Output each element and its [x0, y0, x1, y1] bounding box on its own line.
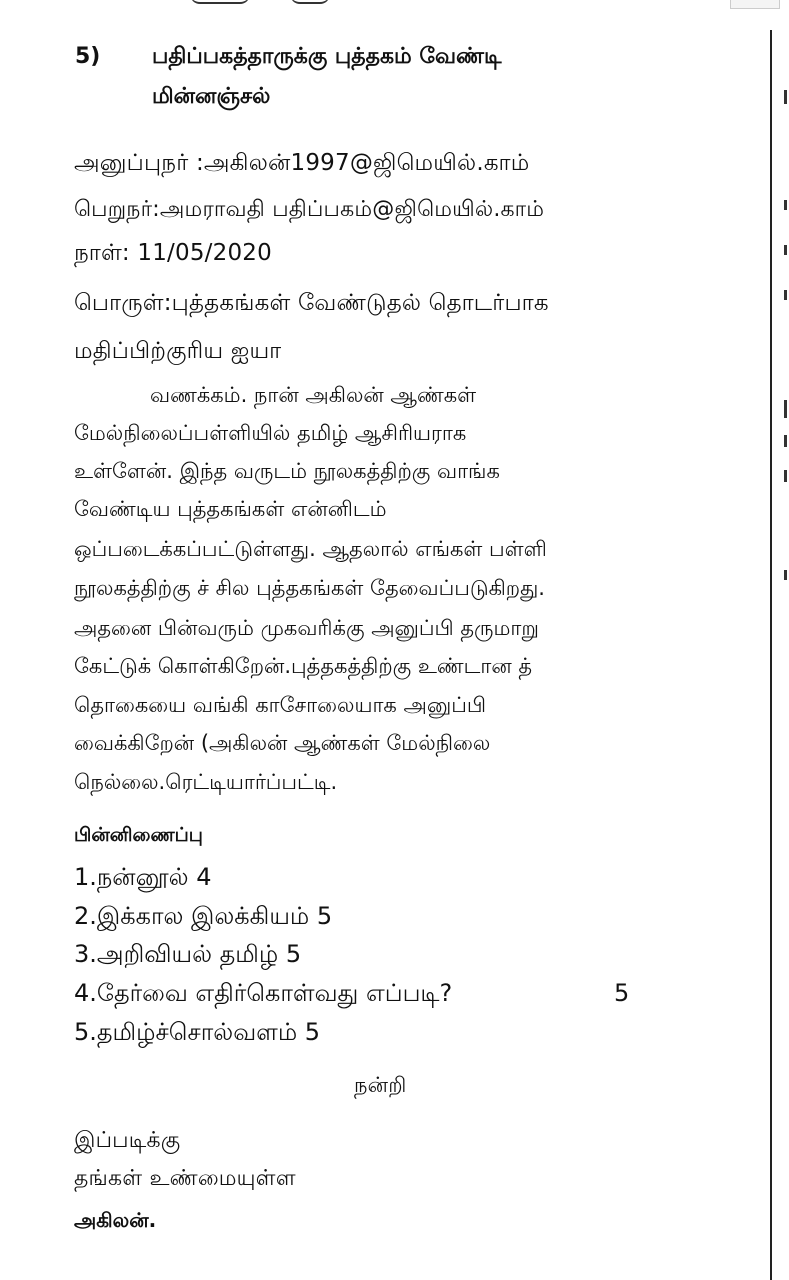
section-title-line-1: பதிப்பகத்தாருக்கு புத்தகம் வேண்டி: [152, 44, 502, 69]
closing-line-1: இப்படிக்கு: [74, 1128, 181, 1153]
edge-mark: [784, 435, 787, 447]
date-line: நாள்: 11/05/2020: [74, 240, 272, 266]
salutation-line: மதிப்பிற்குரிய ஐயா: [74, 338, 282, 364]
signature-name: அகிலன்.: [74, 1208, 157, 1232]
attachment-item: 3.அறிவியல் தமிழ் 5: [74, 940, 302, 968]
thanks-text: நன்றி: [354, 1073, 407, 1097]
right-margin-line: [770, 30, 772, 1280]
section-title-line-2: மின்னஞ்சல்: [152, 84, 271, 109]
top-right-corner-mark: [730, 0, 780, 9]
attachment-heading: பின்னிணைப்பு: [74, 824, 203, 846]
body-line: வணக்கம். நான் அகிலன் ஆண்கள்: [150, 383, 477, 407]
sender-line: அனுப்புநர் :அகிலன்1997@ஜிமெயில்.காம்: [74, 150, 530, 176]
subject-line: பொருள்:புத்தகங்கள் வேண்டுதல் தொடர்பாக: [74, 290, 549, 316]
attachment-item: 1.நன்னூல் 4: [74, 863, 212, 891]
previous-page-fragment: [290, 0, 330, 4]
body-line: நூலகத்திற்கு ச் சில புத்தகங்கள் தேவைப்படுகிறது.: [74, 576, 545, 600]
edge-mark: [784, 570, 787, 580]
receiver-line: பெறுநர்:அமராவதி பதிப்பகம்@ஜிமெயில்.காம்: [74, 197, 545, 222]
edge-mark: [784, 90, 787, 104]
body-line: வைக்கிறேன் (அகிலன் ஆண்கள் மேல்நிலை: [74, 731, 491, 755]
previous-page-fragment: [190, 0, 250, 4]
body-line: அதனை பின்வரும் முகவரிக்கு அனுப்பி தருமாறு: [74, 616, 539, 640]
closing-line-2: தங்கள் உண்மையுள்ள: [74, 1166, 296, 1191]
body-line: வேண்டிய புத்தகங்கள் என்னிடம்: [74, 497, 387, 521]
body-line: தொகையை வங்கி காசோலையாக அனுப்பி: [74, 693, 487, 717]
edge-mark: [784, 400, 787, 418]
body-line: ஒப்படைக்கப்பட்டுள்ளது. ஆதலால் எங்கள் பள்ளி: [74, 537, 547, 561]
edge-mark: [784, 200, 787, 210]
body-line: மேல்நிலைப்பள்ளியில் தமிழ் ஆசிரியராக: [74, 421, 467, 445]
attachment-item: 4.தேர்வை எதிர்கொள்வது எப்படி?: [74, 979, 453, 1007]
attachment-item: 2.இக்கால இலக்கியம் 5: [74, 902, 333, 930]
attachment-item: 5.தமிழ்ச்சொல்வளம் 5: [74, 1018, 321, 1046]
attachment-item-quantity: 5: [614, 979, 630, 1007]
body-line: நெல்லை.ரெட்டியார்ப்பட்டி.: [74, 770, 338, 794]
edge-mark: [784, 470, 787, 482]
body-line: கேட்டுக் கொள்கிறேன்.புத்தகத்திற்கு உண்டான த்: [74, 654, 533, 678]
edge-mark: [784, 245, 787, 255]
edge-mark: [784, 290, 787, 300]
section-number: 5): [75, 44, 101, 69]
body-line: உள்ளேன். இந்த வருடம் நூலகத்திற்கு வாங்க: [74, 459, 500, 483]
